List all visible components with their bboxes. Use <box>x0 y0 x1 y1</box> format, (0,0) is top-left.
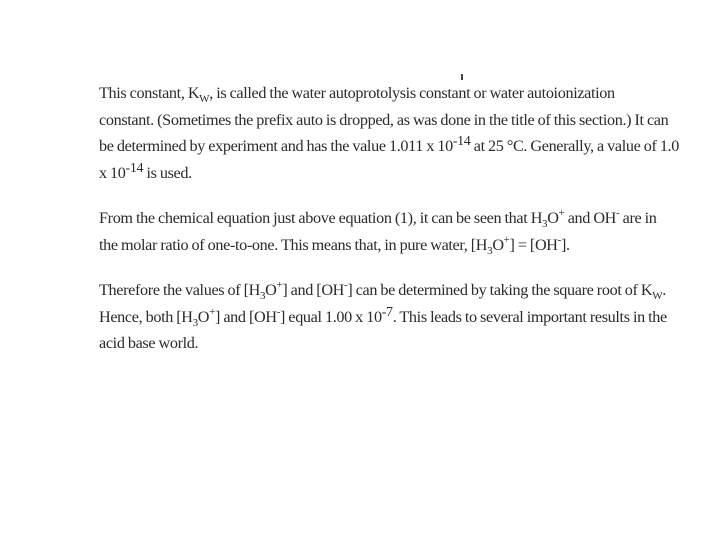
superscript: + <box>209 305 215 318</box>
subscript: W <box>652 290 663 302</box>
text-run: the molar ratio of one-to-one. This means that, in pure water, [H <box>99 235 488 254</box>
text-line: constant. (Sometimes the prefix auto is dropped, as was done in the title of this section.) It can <box>99 110 669 129</box>
subscript: W <box>199 93 210 105</box>
superscript: - <box>557 233 561 246</box>
text-run: O <box>197 307 210 326</box>
text-run: O <box>265 281 277 299</box>
text-line: acid base world. <box>99 334 199 352</box>
subscript: 3 <box>259 290 266 302</box>
paragraph-square-root <box>99 277 667 357</box>
subscript: 3 <box>487 244 493 257</box>
text-run: . This leads to several important results in the <box>392 307 667 326</box>
superscript: - <box>276 305 281 318</box>
text-run: be determined by experiment and has the value 1.011 x 10 <box>99 137 453 155</box>
text-run: ] = [OH <box>509 235 558 254</box>
superscript: + <box>558 207 565 219</box>
text-line <box>99 80 619 107</box>
text-line <box>99 205 657 232</box>
superscript: -14 <box>125 160 144 176</box>
text-run: are in <box>619 209 657 227</box>
document-body <box>99 80 680 357</box>
superscript: -7 <box>381 304 393 320</box>
text-line <box>99 304 667 331</box>
text-run: ] and [OH <box>215 307 277 326</box>
paragraph-molar-ratio <box>99 205 657 258</box>
text-run: . <box>662 281 666 299</box>
subscript: 3 <box>542 218 548 230</box>
text-line <box>99 232 619 259</box>
superscript: - <box>344 279 348 291</box>
text-run: ] and [OH <box>282 281 345 299</box>
text-run: ]. <box>560 235 570 254</box>
superscript: + <box>503 233 510 246</box>
text-run: , is called the water autoprotolysis constant or water autoionization <box>209 84 615 102</box>
text-run: and OH <box>564 209 617 227</box>
text-run: Hence, both [H <box>99 307 193 326</box>
text-run: O <box>547 209 559 227</box>
superscript: + <box>276 279 283 291</box>
superscript: - <box>616 207 620 219</box>
text-run: ] can be determined by taking the square root of K <box>347 281 653 299</box>
paragraph-kw-definition <box>99 80 680 186</box>
text-run: From the chemical equation just above equation (1), it can be seen that H <box>99 209 543 227</box>
text-run: O <box>492 235 504 254</box>
text-line <box>99 133 680 160</box>
text-run: ] equal 1.00 x 10 <box>280 307 382 326</box>
text-run: This constant, K <box>99 84 200 102</box>
text-run: at 25 °C. Generally, a value of 1.0 <box>470 137 680 155</box>
subscript: 3 <box>192 316 198 329</box>
text-line <box>99 160 619 187</box>
text-run: is used. <box>143 163 192 182</box>
superscript: -14 <box>452 134 471 149</box>
text-run: Therefore the values of [H <box>99 281 260 299</box>
text-run: x 10 <box>99 163 126 182</box>
text-line <box>99 277 666 304</box>
